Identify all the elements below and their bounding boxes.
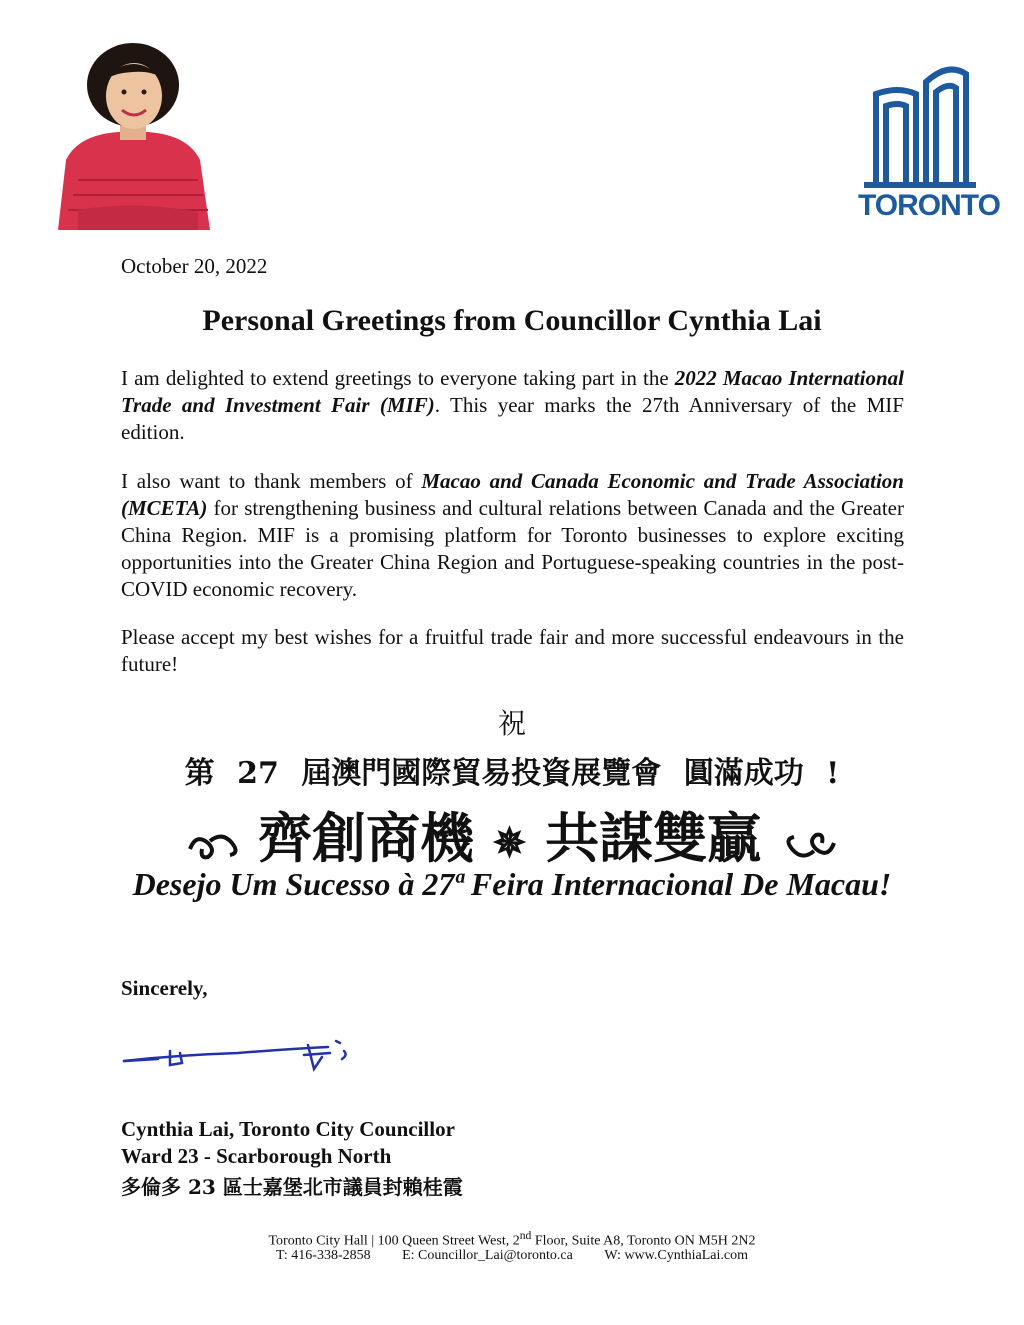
chinese-greeting-line-2 bbox=[0, 796, 1024, 873]
right-ornament-icon bbox=[780, 819, 838, 866]
chinese-phrase-left: 齊創商機 bbox=[257, 806, 474, 870]
portuguese-greeting: Desejo Um Sucesso à 27ª Feira Internacional De Macau! bbox=[132, 866, 892, 902]
chinese-phrase-right: 共謀雙贏 bbox=[545, 806, 762, 870]
toronto-city-hall-icon bbox=[858, 64, 983, 189]
toronto-logo bbox=[858, 64, 1000, 234]
signoff-ward: Ward 23 - Scarborough North bbox=[121, 1144, 392, 1168]
logo-wordmark: TORONTO bbox=[858, 189, 1000, 222]
footer-phone: T: 416-338-2858 bbox=[276, 1248, 371, 1263]
paragraph-1: I am delighted to extend greetings to everyone taking part in the 2022 Macao International Trade and Investment Fair (MIF). This year marks the 27th Anniversary of the MIF edition. bbox=[121, 366, 904, 444]
chinese-greeting-line-1: 第 27 屆澳門國際貿易投資展覽會 圓滿成功 ! bbox=[184, 756, 840, 791]
left-ornament-icon bbox=[186, 819, 258, 866]
letter-date: October 20, 2022 bbox=[121, 254, 268, 278]
footer-contacts bbox=[0, 1248, 1024, 1264]
signoff-chinese: 多倫多 23 區士嘉堡北市議員封賴桂霞 bbox=[121, 1175, 463, 1199]
star-ornament-icon: ✵ bbox=[492, 819, 527, 867]
closing: Sincerely, bbox=[121, 976, 208, 1000]
signature-icon bbox=[118, 1025, 358, 1085]
footer-address: Toronto City Hall | 100 Queen Street West, 2nd Floor, Suite A8, Toronto ON M5H 2N2 bbox=[268, 1229, 756, 1249]
signoff-name: Cynthia Lai, Toronto City Councillor bbox=[121, 1117, 455, 1141]
paragraph-3: Please accept my best wishes for a fruitful trade fair and more successful endeavours in the future! bbox=[121, 625, 904, 676]
footer-email[interactable]: E: Councillor_Lai@toronto.ca bbox=[402, 1248, 573, 1263]
letter-title: Personal Greetings from Councillor Cynthia Lai bbox=[202, 304, 822, 337]
chinese-greeting-heading: 祝 bbox=[497, 707, 526, 740]
paragraph-2: I also want to thank members of Macao and Canada Economic and Trade Association (MCETA) for strengthening business and cultural relations between Canada and the Greater China Region. MIF is a promising platform for Toronto businesses to explore exciting opportunities into the Greater China Region and Portuguese-speaking countries in the post-COVID economic recovery. bbox=[121, 469, 904, 601]
footer-website[interactable]: W: www.CynthiaLai.com bbox=[604, 1248, 748, 1263]
councillor-photo bbox=[48, 40, 218, 230]
